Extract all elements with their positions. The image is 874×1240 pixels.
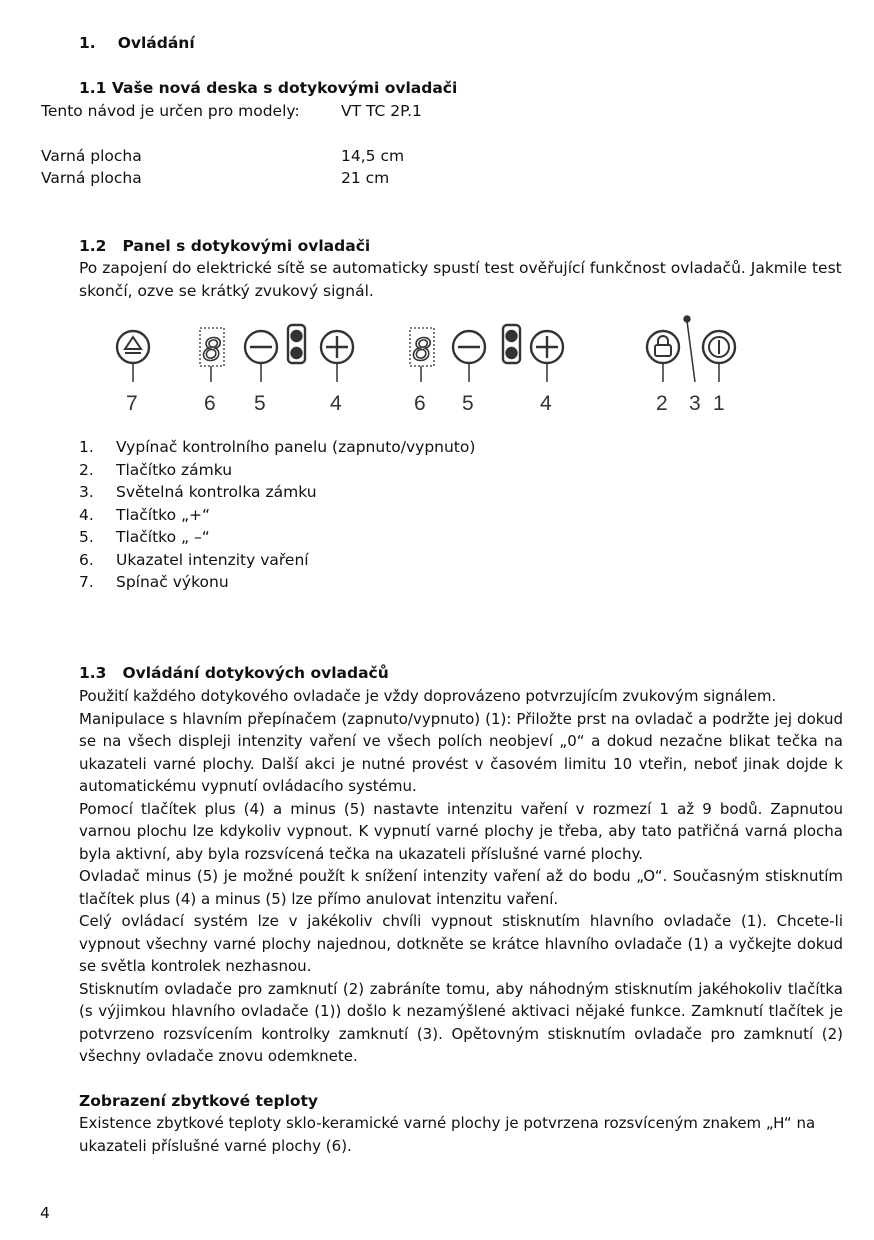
- list-item: [79, 549, 475, 572]
- cooktop-label-1: Varná plocha: [41, 147, 142, 165]
- section-title: Ovládání: [117, 34, 195, 52]
- label-6b: 6: [414, 392, 426, 415]
- label-6: 6: [204, 392, 216, 415]
- power-switch-icon: [117, 331, 149, 382]
- plus-icon-right: [531, 331, 563, 382]
- lock-icon: [647, 331, 679, 382]
- list-number: 6.: [79, 550, 94, 569]
- minus-icon-right: [453, 331, 485, 382]
- section-number: 1.: [79, 34, 96, 52]
- svg-text:8: 8: [412, 333, 432, 368]
- section-1-2-heading: [79, 235, 370, 257]
- paragraph: Manipulace s hlavním přepínačem (zapnuto/vypnuto) (1): Přiložte prst na ovladač a podržte jej dokud se na všech displeji intenzity vaření ve všech polích neobjeví „0“ a dokud nezačne blikat tečka na ukazateli varné plochy. Další akci je nutné provést v časovém limitu 10 vteřin, neboť jinak dojde k automatickému vypnutí ovládacího systému.: [79, 709, 843, 795]
- label-3: 3: [689, 392, 701, 415]
- intro-line-2: skončí, ozve se krátký zvukový signál.: [79, 282, 374, 300]
- display-icon-right: [410, 328, 434, 382]
- section-1-heading: [79, 32, 195, 54]
- section-title: Panel s dotykovými ovladači: [122, 237, 371, 255]
- section-number: 1.2: [79, 237, 107, 255]
- list-item: [79, 526, 475, 549]
- cooktop-size-1: 14,5 cm: [341, 147, 405, 165]
- label-1: 1: [713, 392, 725, 415]
- models-value: VT TC 2P.1: [341, 102, 422, 120]
- section-number: 1.3: [79, 664, 107, 682]
- list-item: [79, 481, 475, 504]
- lock-light-icon: [685, 317, 696, 383]
- list-number: 3.: [79, 483, 94, 501]
- control-panel-diagram: [100, 312, 760, 422]
- paragraph: Ovladač minus (5) je možné použít k snížení intenzity vaření až do bodu „O“. Současným stisknutím tlačítek plus (4) a minus (5) lze přímo anulovat intenzitu vaření.: [79, 867, 843, 908]
- models-label: Tento návod je určen pro modely:: [41, 102, 300, 120]
- svg-text:8: 8: [202, 333, 222, 368]
- page-number: 4: [40, 1204, 50, 1222]
- residual-heat-heading: Zobrazení zbytkové teploty: [79, 1092, 319, 1110]
- list-text: Tlačítko „+“: [116, 505, 211, 524]
- label-7: 7: [126, 392, 138, 415]
- list-text: Tlačítko „ –“: [116, 528, 210, 546]
- paragraph: Celý ovládací systém lze v jakékoliv chvíli vypnout stisknutím hlavního ovladače (1). Chcete-li vypnout všechny varné plochy najednou, dotkněte se krátce hlavního ovladače (1) a vyčkejte dokud se světla kontrolek nezhasnou.: [79, 912, 843, 975]
- paragraph: Pomocí tlačítek plus (4) a minus (5) nastavte intenzitu vaření v rozmezí 1 až 9 bodů. Zapnutou varnou plochu lze kdykoliv vypnout. K vypnutí varné plochy je třeba, aby tato patřičná varná plocha byla aktivní, aby byla rozsvícená tečka na ukazateli příslušné varné plochy.: [79, 799, 843, 863]
- intro-line-1: Po zapojení do elektrické sítě se automaticky spustí test ověřující funkčnost ovladačů. Jakmile test: [79, 259, 842, 277]
- indicator-lights-left: [288, 325, 305, 363]
- list-text: Vypínač kontrolního panelu (zapnuto/vypnuto): [116, 438, 476, 456]
- cooktop-size-2: 21 cm: [341, 169, 390, 187]
- list-text: Ukazatel intenzity vaření: [116, 550, 309, 569]
- label-4b: 4: [540, 392, 552, 415]
- list-number: 2.: [79, 460, 94, 479]
- list-number: 1.: [79, 438, 94, 456]
- label-2: 2: [656, 392, 668, 415]
- label-5b: 5: [462, 392, 474, 415]
- minus-icon-left: [245, 331, 277, 382]
- list-number: 4.: [79, 505, 94, 524]
- section-1-1-heading: 1.1 Vaše nová deska s dotykovými ovladači: [79, 79, 458, 97]
- display-icon-left: [200, 328, 224, 382]
- residual-heat-text: Existence zbytkové teploty sklo-keramické varné plochy je potvrzena rozsvíceným znakem „H“ na ukazateli příslušné varné plochy (6).: [79, 1114, 816, 1155]
- label-5: 5: [254, 392, 266, 415]
- section-1-3-heading: [79, 662, 389, 684]
- list-text: Světelná kontrolka zámku: [116, 483, 317, 501]
- label-4: 4: [330, 392, 342, 415]
- plus-icon-left: [321, 331, 353, 382]
- list-text: Tlačítko zámku: [116, 460, 233, 479]
- list-item: [79, 436, 475, 459]
- list-item: [79, 571, 475, 594]
- legend-list: [79, 436, 475, 594]
- list-item: [79, 504, 475, 527]
- list-number: 7.: [79, 573, 94, 591]
- section-1-3-body: [79, 685, 843, 1068]
- paragraph: Použití každého dotykového ovladače je vždy doprovázeno potvrzujícím zvukovým signálem.: [79, 687, 777, 705]
- paragraph: Stisknutím ovladače pro zamknutí (2) zabráníte tomu, aby náhodným stisknutím jakéhokoliv tlačítka (s výjimkou hlavního ovladače (1)) došlo k nezamýšlené aktivaci nějaké funkce. Zamknutí tlačítek je potvrzeno rozsvícením kontrolky zamknutí (3). Opětovným stisknutím ovladače pro zamknutí (2) všechny ovladače znovu odemknete.: [79, 979, 843, 1065]
- section-title: Ovládání dotykových ovladačů: [122, 664, 389, 682]
- indicator-lights-right: [503, 325, 520, 363]
- cooktop-label-2: Varná plocha: [41, 169, 142, 187]
- on-off-icon: [703, 331, 735, 382]
- list-item: [79, 459, 475, 482]
- list-number: 5.: [79, 528, 94, 546]
- list-text: Spínač výkonu: [116, 573, 229, 591]
